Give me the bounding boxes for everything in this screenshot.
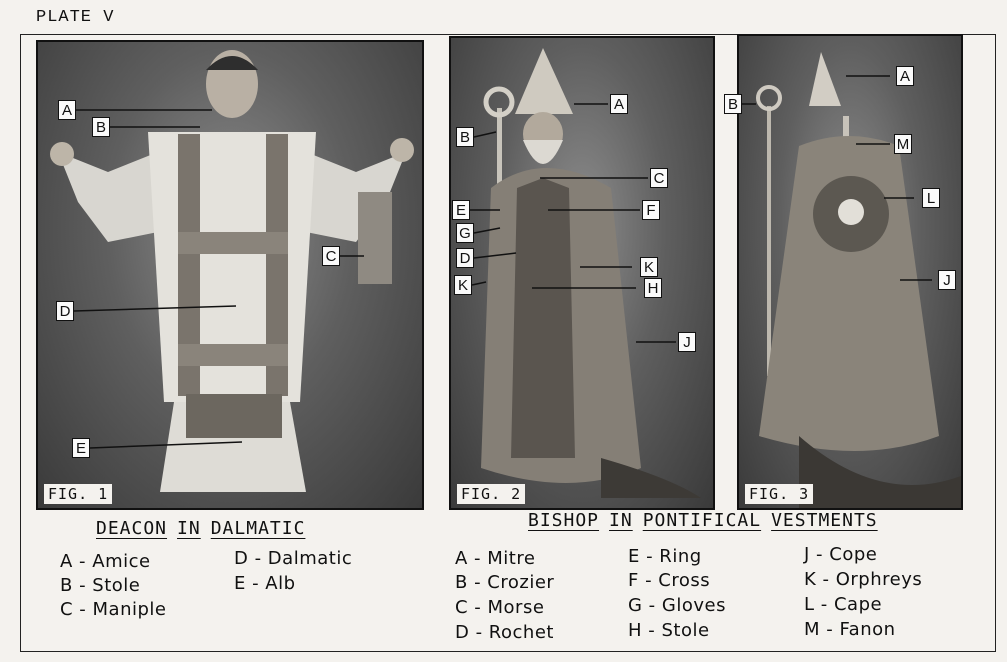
- bishop-legend-item: K - Orphreys: [804, 569, 923, 590]
- fig3-callout-a: A: [896, 66, 914, 86]
- fig2-callout-e: E: [452, 200, 470, 220]
- fig3-callout-l: L: [922, 188, 940, 208]
- deacon-legend-item: B - Stole: [60, 575, 141, 596]
- fig1-callout-d: D: [56, 301, 74, 321]
- leader-line-fig1-e: [90, 442, 242, 448]
- leader-line-fig2-g: [474, 228, 500, 233]
- fig2-callout-g: G: [456, 223, 474, 243]
- fig2-callout-c: C: [650, 168, 668, 188]
- bishop-legend-item: G - Gloves: [628, 595, 726, 616]
- deacon-title-word: IN: [177, 518, 201, 539]
- fig2-callout-j: J: [678, 332, 696, 352]
- bishop-title-word: BISHOP: [528, 510, 600, 531]
- plate-title: PLATE V: [36, 8, 115, 27]
- fig2-callout-f: F: [642, 200, 660, 220]
- bishop-legend-item: L - Cape: [804, 594, 883, 615]
- fig2-callout-k-right: K: [640, 257, 658, 277]
- leader-line-fig2-k-left: [472, 282, 486, 285]
- deacon-legend-item: D - Dalmatic: [234, 548, 353, 569]
- bishop-legend-title: [528, 510, 888, 531]
- bishop-legend-item: E - Ring: [628, 546, 702, 567]
- figure-1-caption: FIG. 1: [44, 484, 112, 504]
- fig3-callout-j: J: [938, 270, 956, 290]
- bishop-legend-item: F - Cross: [628, 570, 711, 591]
- fig3-callout-b: B: [724, 94, 742, 114]
- bishop-legend-item: M - Fanon: [804, 619, 896, 640]
- fig2-callout-b: B: [456, 127, 474, 147]
- fig2-callout-a: A: [610, 94, 628, 114]
- leader-line-fig1-d: [74, 306, 236, 311]
- bishop-legend-item: D - Rochet: [455, 622, 554, 643]
- bishop-title-word: IN: [609, 510, 633, 531]
- leader-line-fig2-b: [474, 132, 496, 137]
- fig2-callout-k-left: K: [454, 275, 472, 295]
- bishop-title-word: PONTIFICAL: [642, 510, 762, 531]
- bishop-legend-item: J - Cope: [804, 544, 878, 565]
- deacon-legend-title: [96, 518, 315, 539]
- figure-3-caption: FIG. 3: [745, 484, 813, 504]
- bishop-title-word: VESTMENTS: [771, 510, 878, 531]
- figure-2-caption: FIG. 2: [457, 484, 525, 504]
- bishop-legend-item: H - Stole: [628, 620, 710, 641]
- deacon-legend-item: E - Alb: [234, 573, 296, 594]
- deacon-title-word: DALMATIC: [210, 518, 306, 539]
- bishop-legend-item: C - Morse: [455, 597, 545, 618]
- fig1-callout-b: B: [92, 117, 110, 137]
- deacon-title-word: DEACON: [96, 518, 168, 539]
- fig1-callout-e: E: [72, 438, 90, 458]
- leader-line-fig2-d: [474, 253, 516, 258]
- deacon-legend-item: C - Maniple: [60, 599, 167, 620]
- bishop-legend-item: A - Mitre: [455, 548, 536, 569]
- fig2-callout-h: H: [644, 278, 662, 298]
- fig3-callout-m: M: [894, 134, 912, 154]
- bishop-legend-item: B - Crozier: [455, 572, 555, 593]
- fig1-callout-c: C: [322, 246, 340, 266]
- deacon-legend-item: A - Amice: [60, 551, 151, 572]
- fig2-callout-d: D: [456, 248, 474, 268]
- fig1-callout-a: A: [58, 100, 76, 120]
